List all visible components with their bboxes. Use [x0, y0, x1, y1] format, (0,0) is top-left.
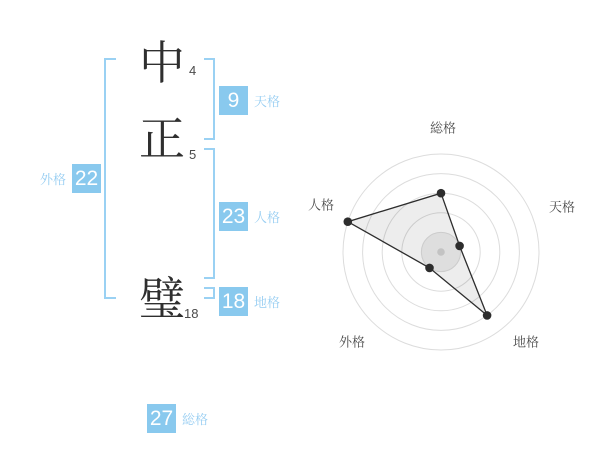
- radar-polygon: [348, 193, 487, 315]
- tenkaku-label: 天格: [254, 94, 281, 109]
- jinkaku-label: 人格: [254, 210, 281, 225]
- radar-axis-label-1: 総格: [429, 120, 457, 136]
- name-char-3: 璧: [139, 273, 185, 325]
- jinkaku-badge: 23: [219, 202, 248, 231]
- gaikaku-badge: 22: [72, 164, 101, 193]
- stroke-count-1: 4: [189, 63, 197, 78]
- stroke-count-2: 5: [189, 147, 197, 162]
- radar-axis-label-2: 天格: [548, 199, 576, 215]
- radar-center-dot: [437, 248, 445, 256]
- chikaku-label: 地格: [254, 295, 281, 310]
- gaikaku-label: 外格: [40, 172, 67, 187]
- tenkaku-badge: 9: [219, 86, 248, 115]
- name-char-1: 中: [139, 37, 185, 89]
- stroke-count-3: 18: [184, 306, 199, 321]
- chikaku-badge: 18: [219, 287, 248, 316]
- radar-axis-label-5: 人格: [307, 197, 335, 213]
- soukaku-badge: 27: [147, 404, 176, 433]
- radar-axis-label-3: 地格: [512, 334, 540, 350]
- radar-axis-label-4: 外格: [338, 334, 366, 350]
- soukaku-label: 総格: [182, 412, 209, 427]
- name-char-2: 正: [139, 113, 185, 165]
